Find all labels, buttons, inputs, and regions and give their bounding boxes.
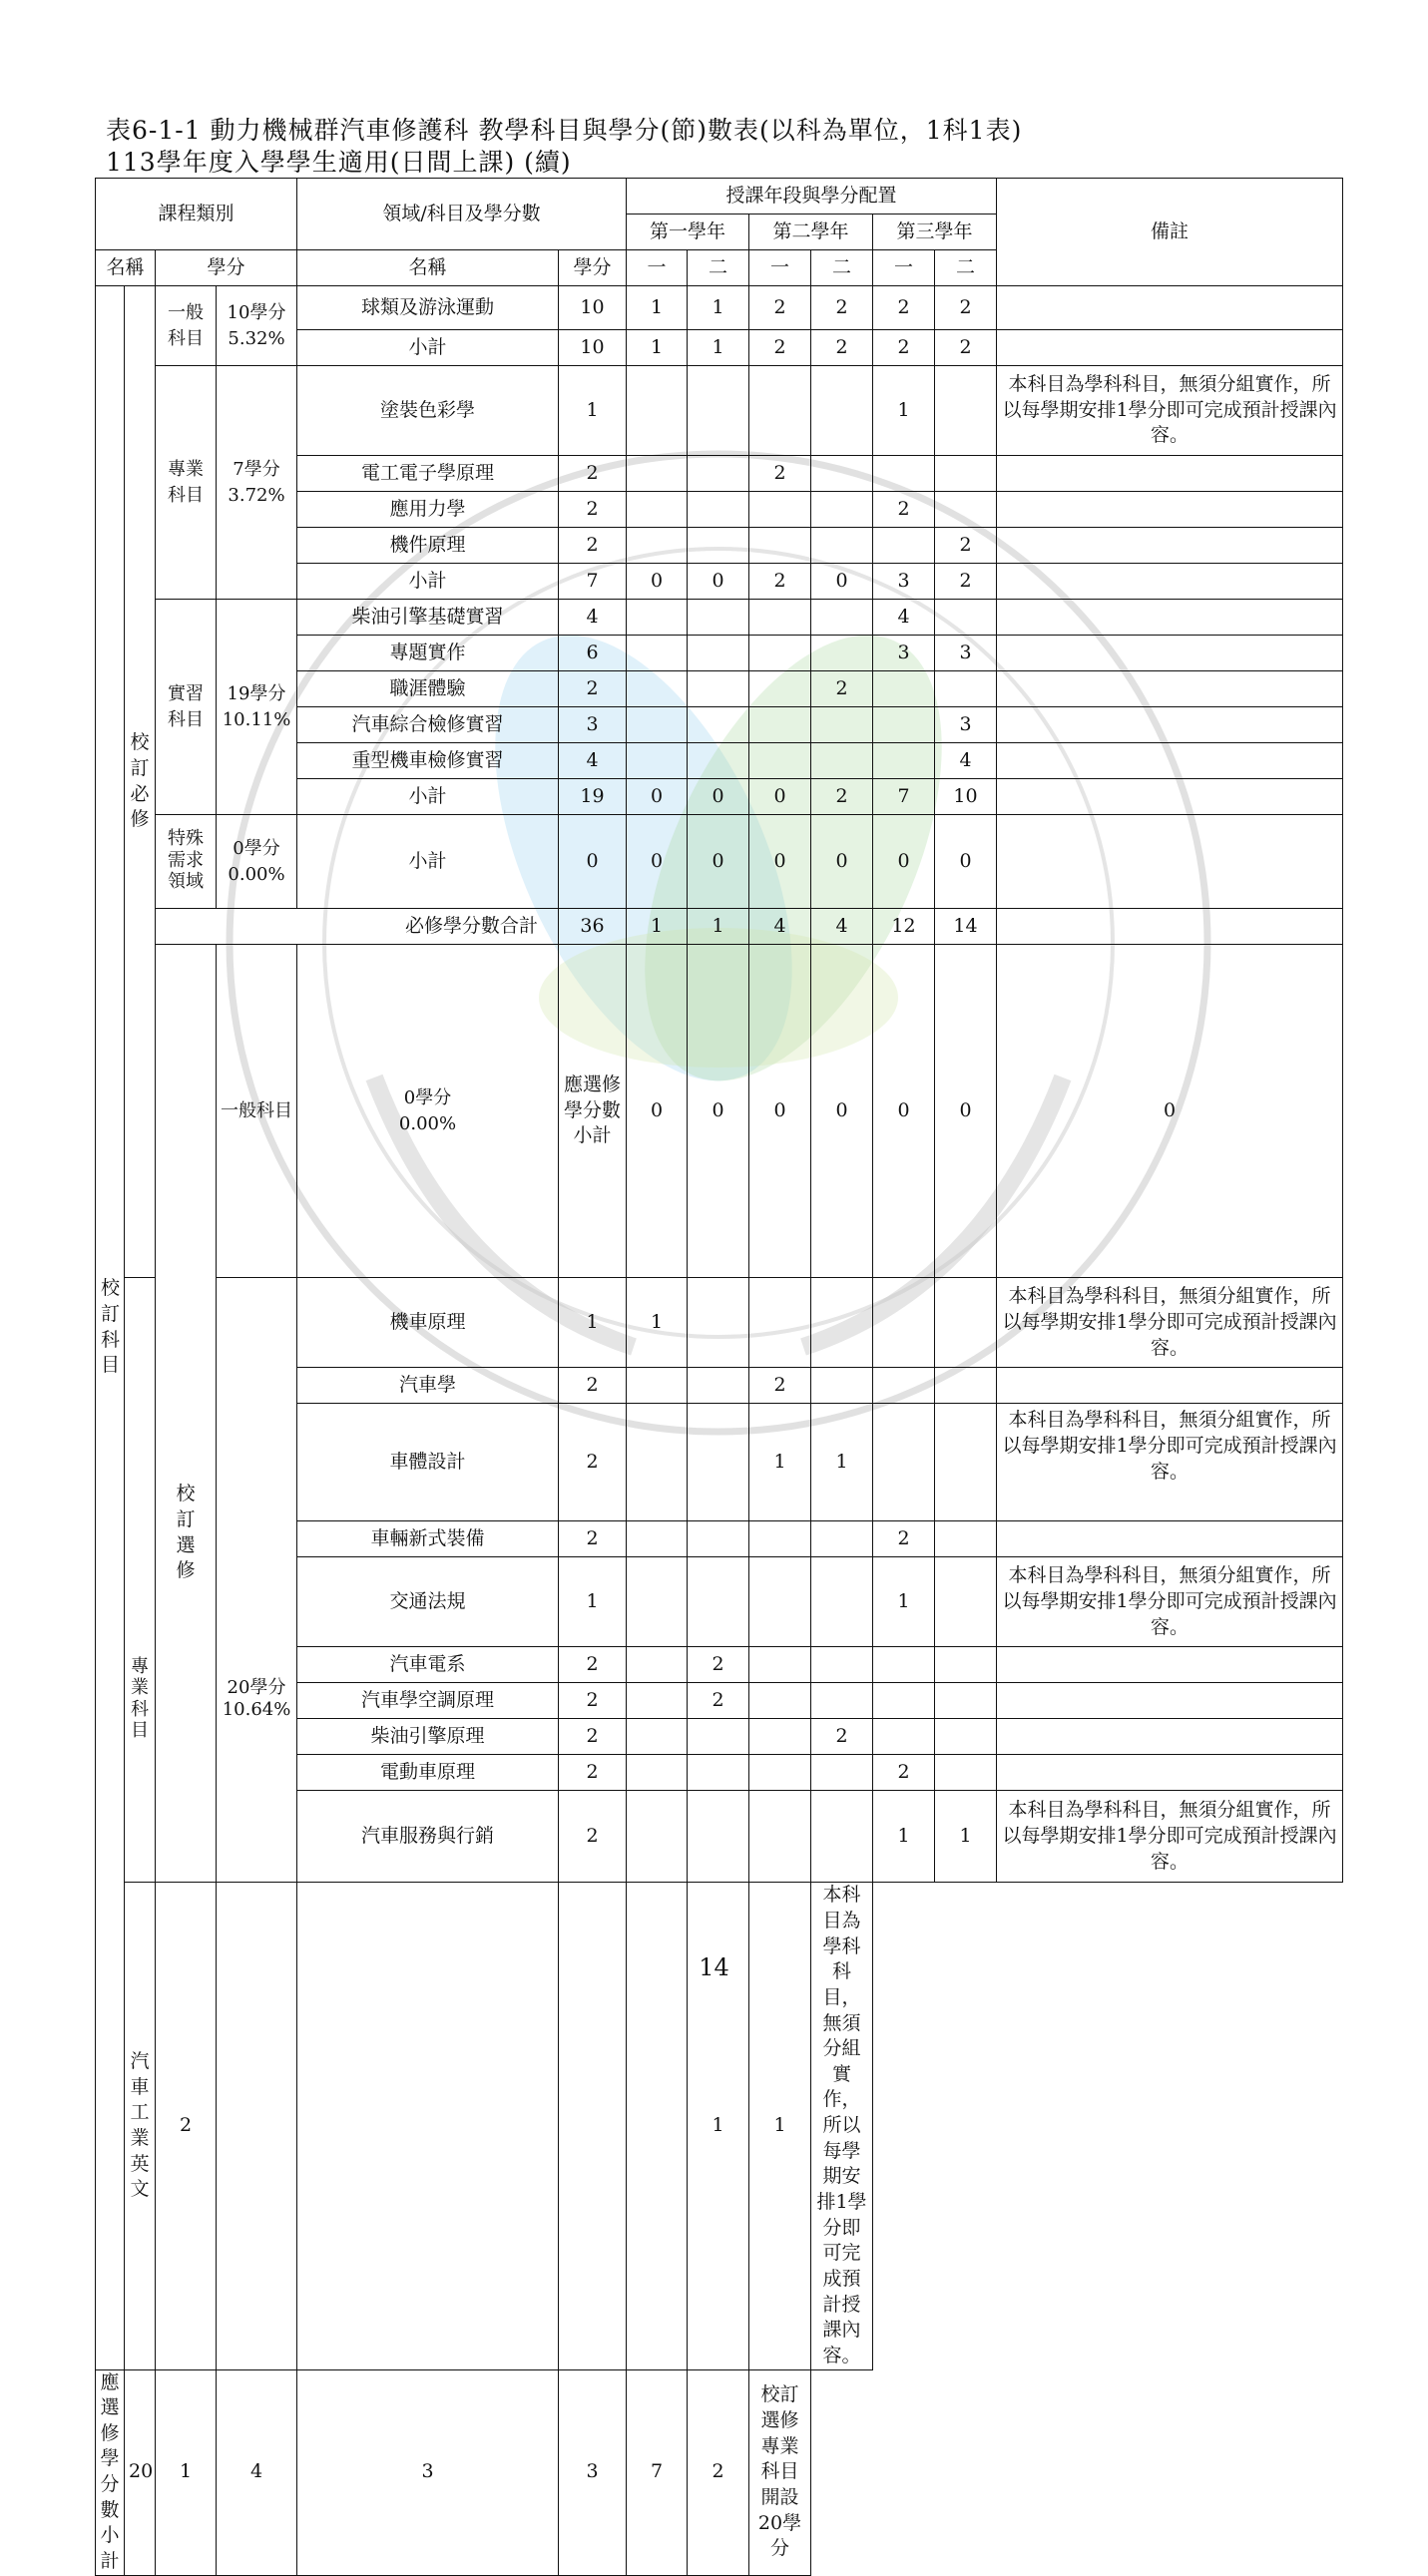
semester-credit — [627, 1557, 688, 1647]
semester-credit: 1 — [811, 1404, 873, 1521]
semester-credit: 2 — [935, 330, 997, 366]
table-row — [96, 600, 1343, 636]
semester-credit — [688, 1557, 749, 1647]
semester-credit — [559, 1883, 627, 2369]
semester-credit — [688, 671, 749, 707]
semester-credit — [627, 671, 688, 707]
semester-credit — [627, 1647, 688, 1683]
subject-name: 職涯體驗 — [297, 671, 559, 707]
semester-credit: 2 — [749, 456, 811, 492]
subject-name: 車體設計 — [297, 1404, 559, 1521]
remark: 本科目為學科科目，無須分組實作，所以每學期安排1學分即可完成預計授課內容。 — [811, 1883, 873, 2369]
remark — [997, 743, 1343, 779]
semester-credit — [811, 1368, 873, 1404]
semester-credit — [935, 1557, 997, 1647]
semester-credit — [688, 1521, 749, 1557]
semester-credit — [749, 1647, 811, 1683]
semester-credit: 0 — [749, 945, 811, 1278]
req-special-credits: 0學分 0.00% — [217, 815, 297, 909]
semester-credit: 2 — [935, 286, 997, 330]
subject-credits: 19 — [559, 779, 627, 815]
subject-credits: 0 — [627, 945, 688, 1278]
subject-credits: 2 — [559, 671, 627, 707]
school-required-label: 校訂必修 — [125, 286, 156, 1278]
semester-credit — [688, 600, 749, 636]
semester-credit — [811, 1683, 873, 1719]
semester-credit — [811, 1647, 873, 1683]
remark — [997, 492, 1343, 528]
semester-credit: 2 — [873, 1755, 935, 1791]
semester-credit — [811, 1557, 873, 1647]
subject-name: 專題實作 — [297, 636, 559, 671]
subject-name: 電工電子學原理 — [297, 456, 559, 492]
subtotal-label: 小計 — [297, 564, 559, 600]
req-practice-label: 實習科目 — [156, 600, 217, 815]
header-row-1 — [96, 179, 1343, 215]
subject-credits: 2 — [559, 1404, 627, 1521]
semester-credit — [688, 1719, 749, 1755]
remark: 本科目為學科科目，無須分組實作，所以每學期安排1學分即可完成預計授課內容。 — [997, 1557, 1343, 1647]
header-year-1: 第一學年 — [627, 215, 749, 250]
subtotal-label: 應選修學分數小計 — [96, 2369, 125, 2575]
semester-credit — [935, 1647, 997, 1683]
curriculum-table — [95, 178, 1343, 2576]
remark — [997, 600, 1343, 636]
semester-credit — [688, 1278, 749, 1368]
semester-credit — [935, 456, 997, 492]
semester-credit — [749, 1557, 811, 1647]
semester-credit — [873, 707, 935, 743]
semester-credit — [873, 1647, 935, 1683]
semester-credit — [749, 492, 811, 528]
semester-credit — [935, 366, 997, 456]
semester-credit: 2 — [935, 528, 997, 564]
semester-credit: 4 — [217, 2369, 297, 2575]
semester-credit — [688, 743, 749, 779]
subject-credits: 7 — [559, 564, 627, 600]
semester-credit: 1 — [935, 1791, 997, 1883]
semester-credit — [749, 1683, 811, 1719]
semester-credit — [811, 743, 873, 779]
req-professional-label: 專業科目 — [156, 366, 217, 600]
subtotal-label: 應選修學分數小計 — [559, 945, 627, 1278]
semester-credit — [627, 1683, 688, 1719]
subject-name: 汽車學 — [297, 1368, 559, 1404]
remark — [997, 1719, 1343, 1755]
subject-name: 球類及游泳運動 — [297, 286, 559, 330]
semester-credit: 1 — [873, 1557, 935, 1647]
semester-credit: 1 — [688, 1883, 749, 2369]
header-credits: 學分 — [559, 250, 627, 286]
required-total-label: 必修學分數合計 — [156, 909, 559, 945]
semester-credit: 3 — [559, 2369, 627, 2575]
semester-credit — [688, 528, 749, 564]
semester-credit — [935, 1368, 997, 1404]
remark — [997, 1368, 1343, 1404]
subject-credits: 1 — [559, 366, 627, 456]
remark — [997, 1647, 1343, 1683]
semester-credit — [873, 1278, 935, 1368]
semester-credit — [935, 600, 997, 636]
header-credit: 學分 — [156, 250, 297, 286]
subject-name: 柴油引擎原理 — [297, 1719, 559, 1755]
table-row — [96, 366, 1343, 456]
semester-credit — [749, 743, 811, 779]
semester-credit: 0 — [749, 779, 811, 815]
semester-credit — [873, 1719, 935, 1755]
semester-credit — [297, 1883, 559, 2369]
ele-general-credits: 0學分 0.00% — [297, 945, 559, 1278]
semester-credit: 4 — [935, 743, 997, 779]
subject-credits: 2 — [559, 456, 627, 492]
subject-name: 塗裝色彩學 — [297, 366, 559, 456]
semester-credit: 1 — [749, 1883, 811, 2369]
semester-credit: 4 — [749, 909, 811, 945]
subject-name: 汽車電系 — [297, 1647, 559, 1683]
subject-name: 汽車綜合檢修實習 — [297, 707, 559, 743]
semester-credit — [688, 636, 749, 671]
semester-credit: 1 — [627, 286, 688, 330]
semester-credit — [811, 366, 873, 456]
semester-credit: 1 — [627, 330, 688, 366]
semester-credit — [749, 1719, 811, 1755]
semester-credit — [935, 1521, 997, 1557]
subject-credits: 2 — [559, 1647, 627, 1683]
semester-credit — [811, 600, 873, 636]
semester-credit: 0 — [688, 815, 749, 909]
semester-credit: 4 — [873, 600, 935, 636]
remark — [997, 456, 1343, 492]
semester-credit: 2 — [688, 1647, 749, 1683]
semester-credit: 2 — [811, 671, 873, 707]
semester-credit: 2 — [811, 286, 873, 330]
ele-general-label: 一般科目 — [217, 945, 297, 1278]
subtotal-label: 小計 — [297, 815, 559, 909]
semester-credit: 2 — [749, 564, 811, 600]
subject-credits: 10 — [559, 330, 627, 366]
semester-credit: 3 — [935, 707, 997, 743]
subject-name: 應用力學 — [297, 492, 559, 528]
semester-credit: 2 — [811, 779, 873, 815]
subject-credits: 0 — [559, 815, 627, 909]
subject-name: 汽車工業英文 — [125, 1883, 156, 2369]
subject-credits: 2 — [559, 1521, 627, 1557]
semester-credit — [627, 707, 688, 743]
page-number: 14 — [699, 1953, 729, 1981]
header-remarks: 備註 — [997, 179, 1343, 286]
semester-credit: 2 — [688, 2369, 749, 2575]
semester-credit: 0 — [627, 564, 688, 600]
header-year-3: 第三學年 — [873, 215, 997, 250]
semester-credit — [627, 1404, 688, 1521]
subject-credits: 4 — [559, 600, 627, 636]
semester-credit — [811, 528, 873, 564]
subject-name: 重型機車檢修實習 — [297, 743, 559, 779]
semester-credit — [627, 1521, 688, 1557]
semester-credit — [749, 671, 811, 707]
remark — [997, 671, 1343, 707]
ele-professional-label: 專業科目 — [125, 1278, 156, 1883]
semester-credit — [217, 1883, 297, 2369]
semester-credit — [873, 1368, 935, 1404]
semester-credit — [873, 671, 935, 707]
semester-credit — [873, 743, 935, 779]
semester-credit — [627, 1719, 688, 1755]
semester-credit: 14 — [935, 909, 997, 945]
semester-credit: 0 — [688, 779, 749, 815]
subject-credits: 36 — [559, 909, 627, 945]
semester-credit: 3 — [935, 636, 997, 671]
subject-credits: 1 — [559, 1278, 627, 1368]
semester-credit — [627, 1368, 688, 1404]
table-row — [96, 815, 1343, 909]
semester-credit — [749, 1791, 811, 1883]
semester-credit — [873, 456, 935, 492]
semester-credit: 12 — [873, 909, 935, 945]
req-practice-credits: 19學分 10.11% — [217, 600, 297, 815]
semester-credit: 0 — [935, 815, 997, 909]
remark: 本科目為學科科目，無須分組實作，所以每學期安排1學分即可完成預計授課內容。 — [997, 1278, 1343, 1368]
semester-credit: 1 — [873, 1791, 935, 1883]
remark — [997, 330, 1343, 366]
semester-credit — [627, 492, 688, 528]
subject-name: 機件原理 — [297, 528, 559, 564]
subject-credits: 20 — [125, 2369, 156, 2575]
subject-name: 汽車學空調原理 — [297, 1683, 559, 1719]
header-domain-subject: 領域/科目及學分數 — [297, 179, 627, 250]
semester-credit: 3 — [873, 636, 935, 671]
semester-credit — [935, 1278, 997, 1368]
semester-credit — [688, 707, 749, 743]
semester-credit: 1 — [627, 1278, 688, 1368]
remark — [997, 564, 1343, 600]
semester-credit: 0 — [627, 815, 688, 909]
semester-credit: 2 — [749, 286, 811, 330]
semester-credit: 0 — [935, 945, 997, 1278]
semester-credit — [627, 1883, 688, 2369]
remark: 本科目為學科科目，無須分組實作，所以每學期安排1學分即可完成預計授課內容。 — [997, 1404, 1343, 1521]
header-sem: 一 — [627, 250, 688, 286]
subject-credits: 2 — [559, 1683, 627, 1719]
semester-credit — [627, 636, 688, 671]
table-row — [96, 1278, 1343, 1368]
remark: 本科目為學科科目，無須分組實作，所以每學期安排1學分即可完成預計授課內容。 — [997, 1791, 1343, 1883]
semester-credit: 1 — [688, 909, 749, 945]
remark — [997, 1755, 1343, 1791]
semester-credit: 1 — [627, 909, 688, 945]
semester-credit: 2 — [811, 1719, 873, 1755]
semester-credit — [873, 1404, 935, 1521]
semester-credit: 2 — [749, 330, 811, 366]
semester-credit — [935, 492, 997, 528]
semester-credit: 7 — [873, 779, 935, 815]
semester-credit: 2 — [749, 1368, 811, 1404]
remark — [997, 815, 1343, 909]
semester-credit: 4 — [811, 909, 873, 945]
subject-credits: 3 — [559, 707, 627, 743]
semester-credit: 0 — [688, 945, 749, 1278]
remark — [997, 707, 1343, 743]
semester-credit: 2 — [935, 564, 997, 600]
subject-credits: 2 — [156, 1883, 217, 2369]
semester-credit — [688, 1791, 749, 1883]
semester-credit — [688, 366, 749, 456]
semester-credit: 3 — [297, 2369, 559, 2575]
semester-credit — [811, 1755, 873, 1791]
table-title: 表6-1-1 動力機械群汽車修護科 教學科目與學分(節)數表(以科為單位，1科1表) — [106, 116, 1023, 145]
subject-name: 車輛新式裝備 — [297, 1521, 559, 1557]
table-subtitle: 113學年度入學學生適用(日間上課) (續) — [106, 148, 572, 177]
remark: 本科目為學科科目，無須分組實作，所以每學期安排1學分即可完成預計授課內容。 — [997, 366, 1343, 456]
table-row — [96, 286, 1343, 330]
subject-credits: 1 — [559, 1557, 627, 1647]
subtotal-label: 小計 — [297, 330, 559, 366]
semester-credit: 2 — [873, 286, 935, 330]
subject-name: 電動車原理 — [297, 1755, 559, 1791]
req-general-label: 一般科目 — [156, 286, 217, 366]
semester-credit — [749, 1755, 811, 1791]
table-row — [96, 909, 1343, 945]
semester-credit — [811, 456, 873, 492]
semester-credit: 1 — [873, 366, 935, 456]
semester-credit: 2 — [688, 1683, 749, 1719]
semester-credit — [688, 456, 749, 492]
semester-credit: 2 — [873, 492, 935, 528]
semester-credit: 0 — [873, 945, 935, 1278]
remark — [997, 779, 1343, 815]
semester-credit: 2 — [873, 1521, 935, 1557]
req-professional-credits: 7學分 3.72% — [217, 366, 297, 600]
remark — [997, 286, 1343, 330]
remark: 校訂選修專業科目開設20學分 — [749, 2369, 811, 2575]
semester-credit: 0 — [688, 564, 749, 600]
remark — [997, 909, 1343, 945]
subject-credits: 2 — [559, 1791, 627, 1883]
header-sem: 一 — [873, 250, 935, 286]
header-sem: 二 — [811, 250, 873, 286]
semester-credit: 10 — [935, 779, 997, 815]
subject-credits: 2 — [559, 1368, 627, 1404]
semester-credit: 2 — [873, 330, 935, 366]
semester-credit — [749, 1521, 811, 1557]
subtotal-label: 小計 — [297, 779, 559, 815]
semester-credit: 1 — [156, 2369, 217, 2575]
semester-credit — [627, 600, 688, 636]
header-year-2: 第二學年 — [749, 215, 873, 250]
semester-credit — [935, 1404, 997, 1521]
semester-credit: 0 — [811, 564, 873, 600]
subject-credits: 2 — [559, 492, 627, 528]
remark — [997, 636, 1343, 671]
semester-credit — [811, 636, 873, 671]
header-allocation: 授課年段與學分配置 — [627, 179, 997, 215]
semester-credit — [749, 600, 811, 636]
subject-name: 柴油引擎基礎實習 — [297, 600, 559, 636]
semester-credit — [873, 528, 935, 564]
semester-credit — [627, 366, 688, 456]
table-row — [96, 1883, 1343, 2369]
subject-credits: 6 — [559, 636, 627, 671]
semester-credit: 0 — [749, 815, 811, 909]
subject-credits: 2 — [559, 1719, 627, 1755]
semester-credit — [627, 1755, 688, 1791]
subject-name: 交通法規 — [297, 1557, 559, 1647]
req-general-credits: 10學分 5.32% — [217, 286, 297, 366]
table-row — [96, 945, 1343, 1278]
semester-credit — [873, 1683, 935, 1719]
remark — [997, 528, 1343, 564]
school-elective-label: 校訂選修 — [156, 945, 217, 1883]
semester-credit — [935, 671, 997, 707]
semester-credit: 3 — [873, 564, 935, 600]
subject-name: 汽車服務與行銷 — [297, 1791, 559, 1883]
semester-credit — [811, 707, 873, 743]
semester-credit: 0 — [627, 779, 688, 815]
semester-credit: 1 — [688, 286, 749, 330]
semester-credit — [811, 1791, 873, 1883]
header-name: 名稱 — [96, 250, 156, 286]
subject-credits: 10 — [559, 286, 627, 330]
semester-credit — [935, 1683, 997, 1719]
header-subject-name: 名稱 — [297, 250, 559, 286]
semester-credit: 1 — [749, 1404, 811, 1521]
school-subjects-label: 校訂科目 — [96, 286, 125, 2370]
semester-credit — [935, 1719, 997, 1755]
ele-professional-credits: 20學分 10.64% — [217, 1278, 297, 1883]
semester-credit — [811, 1278, 873, 1368]
semester-credit — [811, 492, 873, 528]
header-sem: 二 — [688, 250, 749, 286]
subject-credits: 2 — [559, 1755, 627, 1791]
semester-credit — [749, 636, 811, 671]
subject-credits: 4 — [559, 743, 627, 779]
semester-credit: 0 — [873, 815, 935, 909]
header-sem: 二 — [935, 250, 997, 286]
semester-credit: 0 — [997, 945, 1343, 1278]
semester-credit — [749, 366, 811, 456]
semester-credit — [749, 707, 811, 743]
semester-credit — [627, 456, 688, 492]
semester-credit — [627, 743, 688, 779]
semester-credit — [811, 1521, 873, 1557]
req-special-label: 特殊需求領域 — [156, 815, 217, 909]
semester-credit — [688, 492, 749, 528]
semester-credit: 1 — [688, 330, 749, 366]
semester-credit: 0 — [811, 945, 873, 1278]
subject-credits: 2 — [559, 528, 627, 564]
semester-credit — [688, 1404, 749, 1521]
header-sem: 一 — [749, 250, 811, 286]
remark — [997, 1521, 1343, 1557]
semester-credit — [935, 1755, 997, 1791]
semester-credit — [749, 528, 811, 564]
semester-credit — [749, 1278, 811, 1368]
remark — [997, 1683, 1343, 1719]
semester-credit: 0 — [811, 815, 873, 909]
semester-credit — [627, 1791, 688, 1883]
semester-credit: 2 — [811, 330, 873, 366]
semester-credit — [688, 1755, 749, 1791]
semester-credit: 7 — [627, 2369, 688, 2575]
semester-credit — [688, 1368, 749, 1404]
table-row — [96, 2369, 1343, 2575]
subject-name: 機車原理 — [297, 1278, 559, 1368]
header-course-category: 課程類別 — [96, 179, 297, 250]
semester-credit — [627, 528, 688, 564]
